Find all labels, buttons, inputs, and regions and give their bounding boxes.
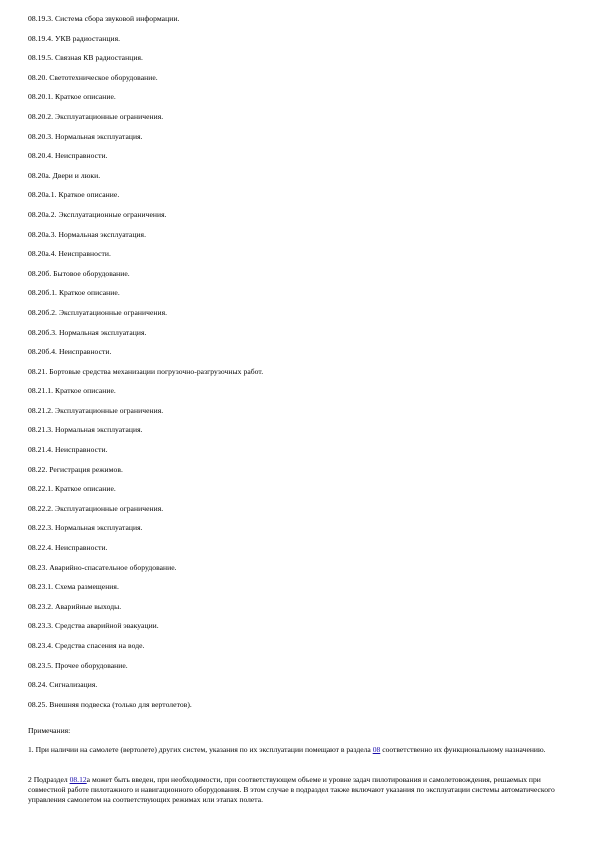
- note-2-text-after: а может быть введен, при необходимости, при соответствующем объеме и уровне задач пилотирования и самолетовождения, решаемых при совместной работе пилотажного и навигационного оборудования. В этом случае в подраздел также включают указания по эксплуатации системы автоматического управления самолетом на соответствующих режимах или этапах полета.: [28, 775, 555, 804]
- toc-item: 08.23. Аварийно-спасательное оборудование.: [28, 562, 177, 572]
- toc-item: 08.20а.3. Нормальная эксплуатация.: [28, 229, 147, 239]
- toc-item: 08.22.2. Эксплуатационные ограничения.: [28, 503, 164, 513]
- toc-item: 08.20б.3. Нормальная эксплуатация.: [28, 327, 147, 337]
- toc-item: 08.20.2. Эксплуатационные ограничения.: [28, 111, 164, 121]
- toc-item: 08.19.3. Система сбора звуковой информации.: [28, 14, 180, 23]
- toc-item: 08.25. Внешняя подвеска (только для вертолетов).: [28, 699, 192, 709]
- note-1-text-after: соответственно их функциональному назначению.: [380, 745, 546, 754]
- toc-item: 08.20а.2. Эксплуатационные ограничения.: [28, 209, 167, 219]
- toc-item: 08.23.1. Схема размещения.: [28, 582, 119, 592]
- toc-item: 08.21.1. Краткое описание.: [28, 386, 116, 396]
- toc-item: 08.22.1. Краткое описание.: [28, 484, 116, 494]
- toc-item: 08.20а.4. Неисправности.: [28, 249, 111, 259]
- toc-item: 08.23.2. Аварийные выходы.: [28, 601, 122, 611]
- note-1-section-link[interactable]: 08: [372, 745, 381, 754]
- toc-item: 08.20.4. Неисправности.: [28, 151, 108, 161]
- table-of-contents: [28, 14, 568, 719]
- note-2: [28, 775, 564, 805]
- toc-item: 08.20.1. Краткое описание.: [28, 92, 116, 102]
- toc-item: 08.20а.1. Краткое описание.: [28, 190, 120, 200]
- toc-item: 08.20б.4. Неисправности.: [28, 347, 112, 357]
- note-1: [28, 745, 564, 755]
- toc-item: 08.21.3. Нормальная эксплуатация.: [28, 425, 143, 435]
- note-2-section-link[interactable]: 08.12: [69, 775, 87, 784]
- toc-item: 08.22. Регистрация режимов.: [28, 464, 123, 474]
- toc-item: 08.20б.2. Эксплуатационные ограничения.: [28, 307, 168, 317]
- toc-item: 08.20.3. Нормальная эксплуатация.: [28, 131, 143, 141]
- toc-item: 08.20а. Двери и люки.: [28, 170, 101, 180]
- toc-item: 08.23.5. Прочее оборудование.: [28, 660, 128, 670]
- note-1-text-before: 1. При наличии на самолете (вертолете) других систем, указания по их эксплуатации помещают в раздела: [28, 745, 373, 754]
- toc-item: 08.22.4. Неисправности.: [28, 543, 108, 553]
- toc-item: 08.20. Светотехническое оборудование.: [28, 72, 158, 82]
- toc-item: 08.22.3. Нормальная эксплуатация.: [28, 523, 143, 533]
- toc-item: 08.19.5. Связная КВ радиостанция.: [28, 53, 143, 63]
- toc-item: 08.20б.1. Краткое описание.: [28, 288, 120, 298]
- toc-item: 08.21.2. Эксплуатационные ограничения.: [28, 405, 164, 415]
- toc-item: 08.20б. Бытовое оборудование.: [28, 268, 130, 278]
- toc-item: 08.19.4. УКВ радиостанция.: [28, 33, 121, 43]
- notes-heading: Примечания:: [28, 726, 71, 735]
- note-2-text-before: 2 Подраздел: [28, 775, 70, 784]
- toc-item: 08.21.4. Неисправности.: [28, 445, 108, 455]
- toc-item: 08.23.3. Средства аварийной эвакуации.: [28, 621, 159, 631]
- toc-item: 08.23.4. Средства спасения на воде.: [28, 641, 145, 650]
- toc-item: 08.24. Сигнализация.: [28, 680, 98, 690]
- toc-item: 08.21. Бортовые средства механизации погрузочно-разгрузочных работ.: [28, 366, 264, 376]
